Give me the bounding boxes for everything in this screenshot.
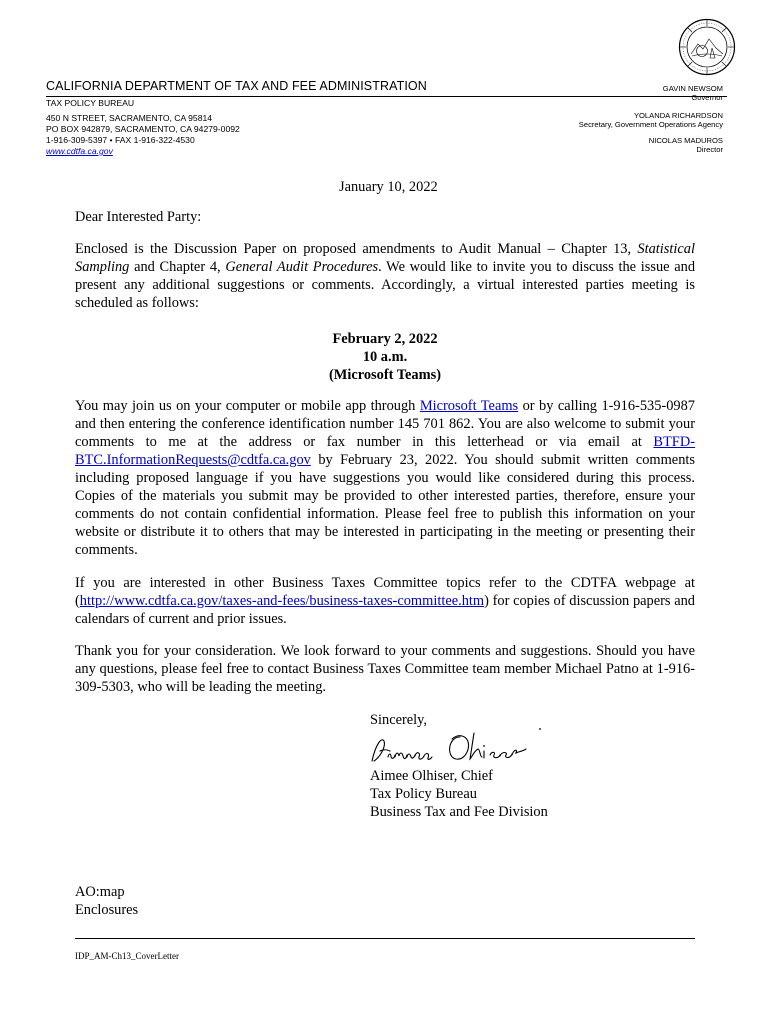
bureau-name: TAX POLICY BUREAU bbox=[46, 98, 135, 108]
para1-title-general-audit: General Audit Procedures bbox=[225, 259, 379, 275]
microsoft-teams-link[interactable]: Microsoft Teams bbox=[419, 398, 519, 414]
para2-text-a: You may join us on your computer or mobile app through bbox=[75, 398, 420, 414]
salutation: Dear Interested Party: bbox=[75, 209, 202, 225]
enclosures-note: Enclosures bbox=[75, 902, 139, 918]
para2-text-b: or by calling 1-916-535-0987 and then entering the conference identification number 145 701 862. You are also welcome to submit your comments to me at the address or fax number in this letterhead or via email at bbox=[75, 398, 695, 450]
para1-text-a: Enclosed is the Discussion Paper on proposed amendments to Audit Manual – Chapter 13, bbox=[75, 241, 638, 257]
typist-initials: AO:map bbox=[75, 884, 125, 900]
california-state-seal-icon bbox=[678, 18, 736, 76]
signature bbox=[366, 727, 576, 769]
paragraph-intro bbox=[75, 240, 695, 312]
closing: Sincerely, bbox=[370, 712, 428, 728]
document-id: IDP_AM-Ch13_CoverLetter bbox=[75, 951, 179, 961]
para2-text-c: by February 23, 2022. You should submit written comments including proposed language if you have suggestions you would like considered during this process. Copies of the materials you submit may be provided to other interested parties, therefore, ensure your comments do not contain confidential information. Please feel free to publish this information on your website or distribute it to others that may be interested in participating in the meeting or presenting their comments. bbox=[75, 452, 695, 558]
governor-title: Governor bbox=[691, 93, 723, 102]
footer-rule bbox=[75, 938, 695, 939]
meeting-platform: (Microsoft Teams) bbox=[328, 367, 442, 383]
director-title: Director bbox=[696, 145, 723, 154]
governor-name: GAVIN NEWSOM bbox=[662, 84, 723, 93]
paragraph-join-info bbox=[75, 397, 695, 559]
meeting-details bbox=[200, 330, 570, 384]
po-box-address: PO BOX 942879, SACRAMENTO, CA 94279-0092 bbox=[46, 124, 240, 134]
meeting-time: 10 a.m. bbox=[362, 349, 408, 365]
btc-webpage-link[interactable]: http://www.cdtfa.ca.gov/taxes-and-fees/business-taxes-committee.htm bbox=[79, 593, 485, 609]
letter-date: January 10, 2022 bbox=[339, 179, 438, 195]
director-name: NICOLAS MADUROS bbox=[648, 136, 723, 145]
para1-text-b: and Chapter 4, bbox=[129, 259, 226, 275]
paragraph-thanks: Thank you for your consideration. We look forward to your comments and suggestions. Should you have any questions, please feel free to contact Business Taxes Committee team member Michael Patno at 1-916-309-5303, who will be leading the meeting. bbox=[75, 643, 695, 695]
para3-text-b: ) for copies of discussion papers and calendars of current and prior issues. bbox=[75, 593, 695, 627]
signer-name: Aimee Olhiser, Chief bbox=[370, 768, 493, 784]
meeting-date: February 2, 2022 bbox=[332, 331, 438, 347]
para3-text-a: If you are interested in other Business Taxes Committee topics refer to the CDTFA webpage at ( bbox=[75, 575, 695, 609]
website-link[interactable]: www.cdtfa.ca.gov bbox=[46, 146, 113, 156]
secretary-name: YOLANDA RICHARDSON bbox=[633, 111, 723, 120]
phone-fax: 1-916-309-5397 • FAX 1-916-322-4530 bbox=[46, 135, 195, 145]
street-address: 450 N STREET, SACRAMENTO, CA 95814 bbox=[46, 113, 213, 123]
letterhead-rule bbox=[46, 96, 727, 97]
email-link[interactable]: BTFD-BTC.InformationRequests@cdtfa.ca.gov bbox=[75, 434, 695, 468]
secretary-title: Secretary, Government Operations Agency bbox=[578, 120, 723, 129]
signer-division: Business Tax and Fee Division bbox=[370, 804, 548, 820]
para1-title-statistical-sampling: Statistical Sampling bbox=[75, 241, 695, 275]
para1-text-c: . We would like to invite you to discuss the issue and present any additional suggestions or comments. Accordingly, a virtual interested parties meeting is scheduled as follows: bbox=[75, 259, 696, 311]
paragraph-btc-webpage bbox=[75, 574, 695, 628]
signer-bureau: Tax Policy Bureau bbox=[370, 786, 477, 802]
department-name: CALIFORNIA DEPARTMENT OF TAX AND FEE ADMINISTRATION bbox=[46, 79, 427, 93]
